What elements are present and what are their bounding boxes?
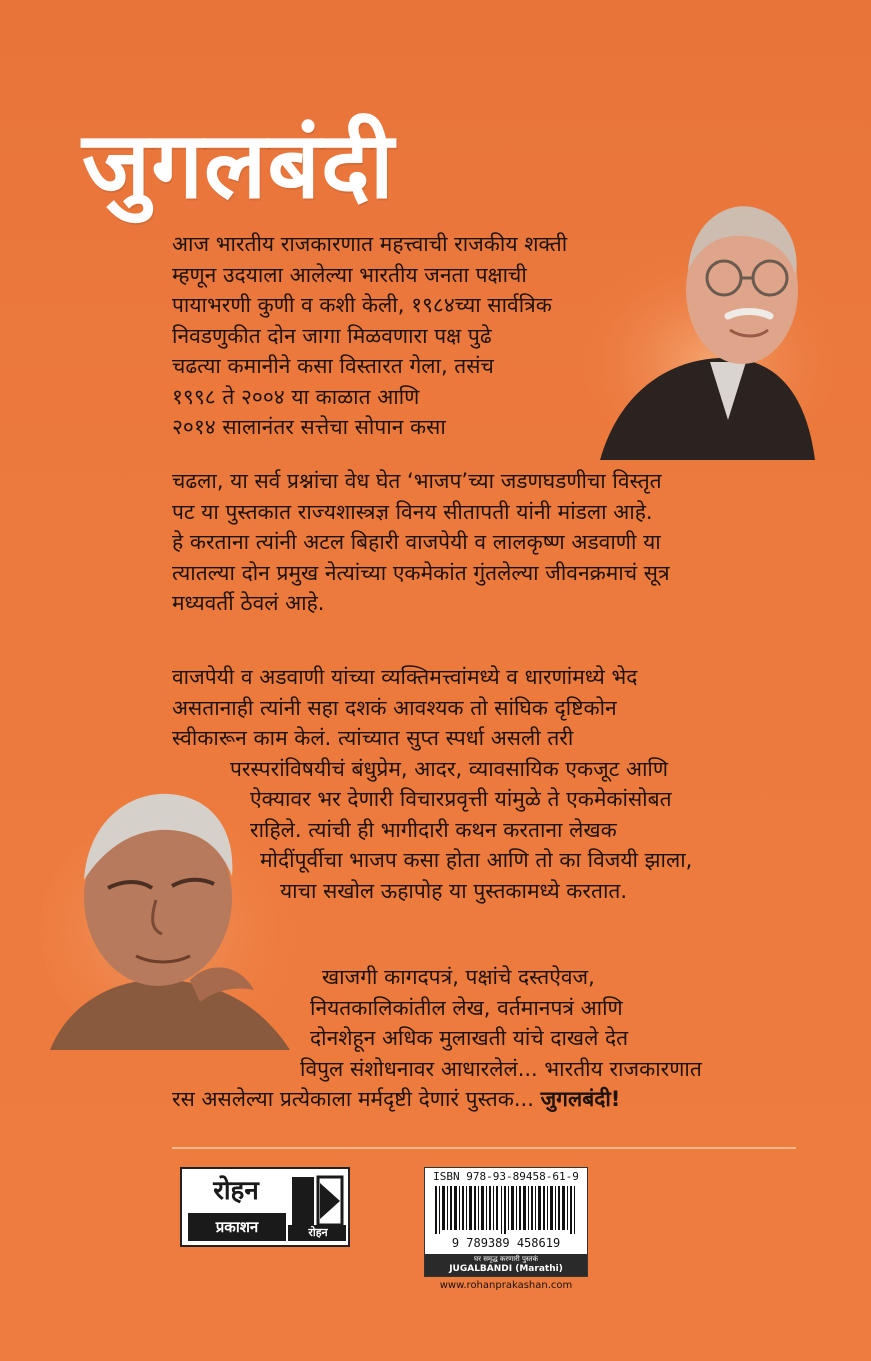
publisher-mark-text: रोहन — [308, 1226, 328, 1239]
blurb-line: खाजगी कागदपत्रं, पक्षांचे दस्तऐवज, — [322, 965, 595, 989]
blurb-paragraph-3 — [172, 962, 702, 1115]
isbn-barcode-block — [424, 1167, 588, 1277]
blurb-line: निवडणुकीत दोन जागा मिळवणारा पक्ष पुढे — [172, 323, 492, 348]
edition-label: JUGALBANDI (Marathi) — [449, 1264, 563, 1274]
book-title: जुगलबंदी — [82, 112, 395, 219]
barcode-icon — [433, 1186, 579, 1234]
blurb-line: २०१४ सालानंतर सत्तेचा सोपान कसा — [172, 415, 446, 439]
blurb-line: हे करताना त्यांनी अटल बिहारी वाजपेयी व लालकृष्ण अडवाणी या — [172, 530, 661, 554]
blurb-line: आज भारतीय राजकारणात महत्त्वाची राजकीय शक्ती — [172, 232, 568, 256]
blurb-line: चढत्या कमानीने कसा विस्तारत गेला, तसंच — [172, 354, 494, 378]
blurb-paragraph-2 — [172, 662, 692, 906]
blurb-paragraph-1a — [172, 229, 567, 443]
tagline-band — [425, 1254, 587, 1276]
closing-text: रस असलेल्या प्रत्येकाला मर्मदृष्टी देणारं पुस्तक... — [172, 1087, 534, 1111]
blurb-line: चढला, या सर्व प्रश्नांचा वेध घेत ‘भाजप’च्या जडणघडणीचा विस्तृत — [172, 469, 662, 493]
publisher-logo — [180, 1167, 350, 1247]
blurb-line: मध्यवर्ती ठेवलं आहे. — [172, 591, 325, 615]
blurb-line: पायाभरणी कुणी व कशी केली, १९८४च्या सार्वत्रिक — [172, 293, 552, 317]
blurb-line: राहिले. त्यांची ही भागीदारी कथन करताना लेखक — [250, 817, 617, 842]
blurb-line: वाजपेयी व अडवाणी यांच्या व्यक्तिमत्त्वांमध्ये व धारणांमध्ये भेद — [172, 665, 638, 689]
barcode-number: 9 789389 458619 — [451, 1236, 561, 1250]
blurb-line: म्हणून उदयाला आलेल्या भारतीय जनता पक्षाची — [172, 262, 527, 287]
blurb-line: पट या पुस्तकात राज्यशास्त्रज्ञ विनय सीतापती यांनी मांडला आहे. — [172, 499, 653, 524]
advani-portrait — [560, 180, 830, 460]
blurb-line: याचा सखोल ऊहापोह या पुस्तकामध्ये करतात. — [280, 878, 628, 903]
blurb-line: विपुल संशोधनावर आधारलेलं... भारतीय राजकारणात — [300, 1056, 702, 1081]
blurb-line: असतानाही त्यांनी सहा दशकं आवश्यक तो सांघिक दृष्टिकोन — [172, 695, 617, 720]
blurb-line: परस्परांविषयीचं बंधुप्रेम, आदर, व्यावसायिक एकजूट आणि — [230, 756, 669, 781]
publisher-name: रोहन — [213, 1176, 259, 1206]
blurb-paragraph-1b — [172, 466, 670, 619]
publisher-sub: प्रकाशन — [188, 1213, 286, 1241]
closing-title: जुगलबंदी! — [540, 1087, 621, 1111]
blurb-line: स्वीकारून काम केलं. त्यांच्यात सुप्त स्पर्धा असली तरी — [172, 726, 574, 750]
footer-divider — [172, 1147, 796, 1149]
tagline: घर समृद्ध करणारी पुस्तकं — [473, 1255, 539, 1263]
isbn-label: ISBN 978-93-89458-61-9 — [433, 1170, 579, 1183]
blurb-line: ऐक्यावर भर देणारी विचारप्रवृत्ती यांमुळे ते एकमेकांसोबत — [250, 787, 672, 811]
blurb-line: मोदींपूर्वीचा भाजप कसा होता आणि तो का विजयी झाला, — [260, 848, 693, 872]
publisher-website[interactable]: www.rohanprakashan.com — [439, 1280, 573, 1291]
blurb-line: १९९८ ते २००४ या काळात आणि — [172, 384, 420, 409]
blurb-line: त्यातल्या दोन प्रमुख नेत्यांच्या एकमेकांत गुंतलेल्या जीवनक्रमाचं सूत्र — [172, 560, 670, 585]
blurb-line: दोनशेहून अधिक मुलाखती यांचे दाखले देत — [310, 1026, 629, 1050]
blurb-closing-line — [172, 1084, 702, 1115]
blurb-line: नियतकालिकांतील लेख, वर्तमानपत्रं आणि — [310, 995, 623, 1020]
